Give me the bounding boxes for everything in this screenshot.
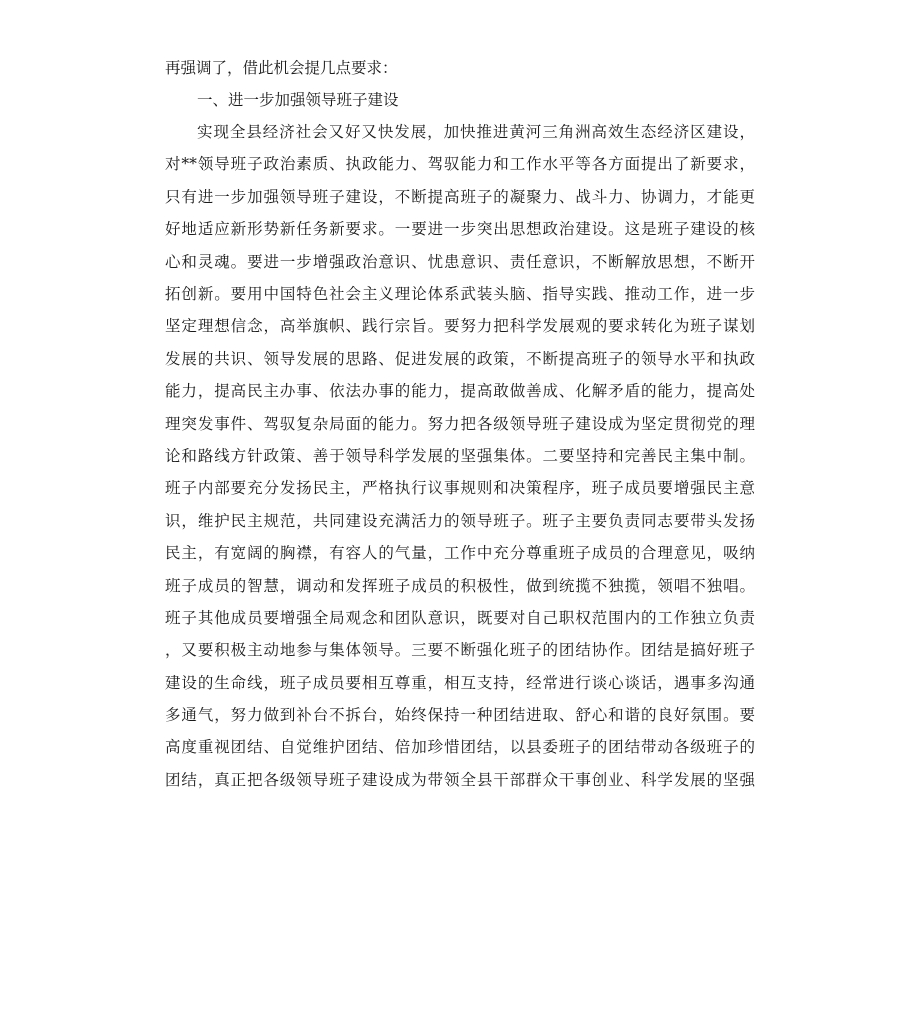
- text-line: 多通气，努力做到补台不拆台，始终保持一种团结进取、舒心和谐的良好氛围。要: [165, 706, 755, 724]
- text-line: 识，维护民主规范，共同建设充满活力的领导班子。班子主要负责同志要带头发扬: [165, 512, 755, 530]
- text-line: 班子内部要充分发扬民主，严格执行议事规则和决策程序，班子成员要增强民主意: [165, 479, 755, 497]
- text-line: 发展的共识、领导发展的思路、促进发展的政策，不断提高班子的领导水平和执政: [165, 350, 755, 368]
- text-line: ，又要积极主动地参与集体领导。三要不断强化班子的团结协作。团结是搞好班子: [165, 641, 755, 659]
- text-line: 坚定理想信念，高举旗帜、践行宗旨。要努力把科学发展观的要求转化为班子谋划: [165, 317, 755, 335]
- text-line: 对**领导班子政治素质、执政能力、驾驭能力和工作水平等各方面提出了新要求，: [165, 155, 755, 173]
- text-line: 心和灵魂。要进一步增强政治意识、忧患意识、责任意识，不断解放思想，不断开: [165, 253, 755, 271]
- text-line: 理突发事件、驾驭复杂局面的能力。努力把各级领导班子建设成为坚定贯彻党的理: [165, 415, 755, 433]
- text-line: 班子其他成员要增强全局观念和团队意识，既要对自己职权范围内的工作独立负责: [165, 609, 755, 627]
- section-heading: 一、进一步加强领导班子建设: [197, 91, 399, 109]
- text-line: 能力，提高民主办事、依法办事的能力，提高敢做善成、化解矛盾的能力，提高处: [165, 382, 755, 400]
- text-line: 好地适应新形势新任务新要求。一要进一步突出思想政治建设。这是班子建设的核: [165, 220, 755, 238]
- text-line: 建设的生命线，班子成员要相互尊重，相互支持，经常进行谈心谈话，遇事多沟通: [165, 674, 755, 692]
- text-line: 团结，真正把各级领导班子建设成为带领全县干部群众干事创业、科学发展的坚强: [165, 771, 755, 789]
- text-line: 再强调了，借此机会提几点要求：: [165, 59, 398, 77]
- text-line: 班子成员的智慧，调动和发挥班子成员的积极性，做到统揽不独揽，领唱不独唱。: [165, 577, 755, 595]
- text-line: 只有进一步加强领导班子建设，不断提高班子的凝聚力、战斗力、协调力，才能更: [165, 188, 755, 206]
- text-line: 论和路线方针政策、善于领导科学发展的坚强集体。二要坚持和完善民主集中制。: [165, 447, 755, 465]
- text-line: 高度重视团结、自觉维护团结、倍加珍惜团结，以县委班子的团结带动各级班子的: [165, 738, 755, 756]
- text-line: 拓创新。要用中国特色社会主义理论体系武装头脑、指导实践、推动工作，进一步: [165, 285, 755, 303]
- text-line: 实现全县经济社会又好又快发展，加快推进黄河三角洲高效生态经济区建设，: [197, 123, 755, 141]
- text-line: 民主，有宽阔的胸襟，有容人的气量，工作中充分尊重班子成员的合理意见，吸纳: [165, 544, 755, 562]
